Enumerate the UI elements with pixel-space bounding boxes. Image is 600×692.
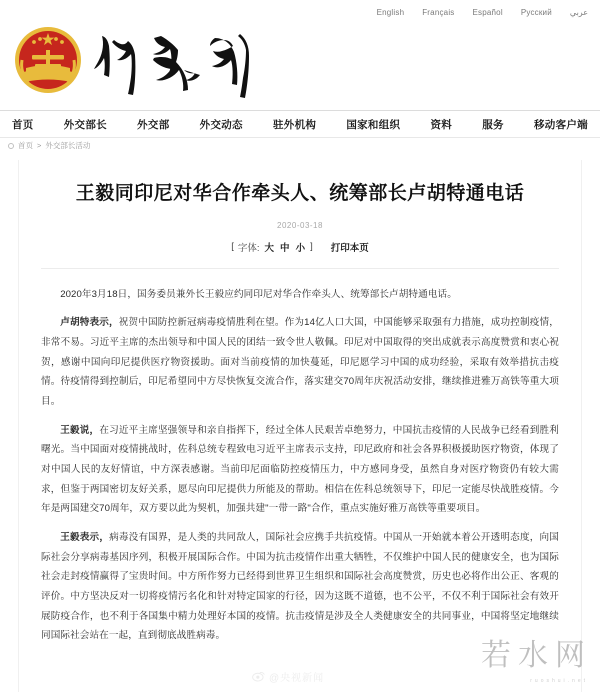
mfa-calligraphy-wordmark-icon [88,22,268,102]
font-size-large-button[interactable]: 大 [264,242,275,254]
article-paragraph [41,285,559,305]
nav-item-missions-abroad[interactable]: 驻外机构 [272,118,317,131]
article-date: 2020-03-18 [277,220,323,230]
article-paragraph [41,528,559,646]
nav-item-foreign-minister[interactable]: 外交部长 [63,118,107,131]
nav-item-mobile-client[interactable]: 移动客户端 [533,118,588,131]
paragraph-lead: 王毅表示， [60,531,110,543]
breadcrumb-current[interactable]: 外交部长活动 [45,141,91,150]
paragraph-text: 2020年3月18日，国务委员兼外长王毅应约同印尼对华合作牵头人、统筹部长卢胡特通电话。 [60,288,457,300]
language-link-english[interactable]: English [376,8,405,17]
page-title: 王毅同印尼对华合作牵头人、统筹部长卢胡特通电话 [75,183,525,204]
article-toolbar [41,240,559,254]
language-link-francais[interactable]: Français [422,8,455,17]
article-paragraph [41,313,559,411]
print-page-button[interactable]: 打印本页 [330,242,369,254]
language-link-arabic[interactable]: عربي [569,8,588,17]
nav-item-home[interactable]: 首页 [12,118,34,131]
language-link-russian[interactable]: Русский [520,8,552,17]
nav-item-countries-organizations[interactable]: 国家和组织 [346,118,401,131]
weibo-watermark-text: @央视新闻 [269,673,325,684]
site-watermark: 若水网 [481,638,592,673]
font-size-medium-button[interactable]: 中 [280,242,290,254]
site-watermark-subtext: ruoshui.net [530,678,588,684]
china-national-emblem-icon [12,24,84,96]
main-navigation [0,110,600,138]
nav-item-services[interactable]: 服务 [482,118,504,131]
paragraph-text: 祝贺中国防控新冠病毒疫情胜利在望。作为14亿人口大国，中国能够采取强有力措施，成功控制疫情，非常不易。习近平主席的杰出领导和中国人民的团结一致令世人敬佩。印尼对中国取得的突出成就表示高度赞赏和衷心祝贺，感谢中国向印尼提供医疗物资援助。面对当前疫情的加快蔓延，印尼愿学习中国的成功经验，采取有效举措抗击疫情。待疫情得到控制后，印尼希望同中方尽快恢复交流合作，落实建交70周年庆祝活动安排，继续推进雅万高铁等重大项目。 [41,317,559,407]
nav-item-diplomatic-news[interactable]: 外交动态 [199,118,243,131]
breadcrumb [8,140,90,151]
article-body [41,285,559,646]
home-icon [8,143,14,149]
header-divider [41,268,559,269]
article-paragraph [41,421,559,519]
bracket-open: [ [231,241,234,253]
site-masthead [0,0,600,110]
font-size-label: 字体: [237,242,260,254]
nav-item-ministry[interactable]: 外交部 [137,118,170,131]
weibo-eye-icon [252,671,265,682]
nav-item-resources[interactable]: 资料 [430,118,453,131]
font-size-small-button[interactable]: 小 [295,242,306,254]
language-link-espanol[interactable]: Español [472,8,503,17]
breadcrumb-home[interactable]: 首页 [18,141,33,150]
weibo-watermark [252,669,324,684]
paragraph-lead: 卢胡特表示， [60,317,119,329]
paragraph-text: 病毒没有国界，是人类的共同敌人，国际社会应携手共抗疫情。中国从一开始就本着公开透明态度，向国际社会分享病毒基因序列，积极开展国际合作。中国为抗击疫情作出重大牺牲，不仅维护中国人民的健康安全，也为国际社会走封疫情赢得了宝贵时间。中方所作努力已经得到世界卫生组织和国际社会高度赞赏，历史也必将作出公正、客观的评价。中方坚决反对一切将疫情污名化和针对特定国家的行径，因为这既不道德，也不公平，不仅不利于国际社会有效开展防疫合作，也不利于各国集中精力处理好本国的疫情。抗击疫情是涉及全人类健康安全的共同事业，中国将坚定地继续同国际社会站在一起，直到彻底战胜病毒。 [41,531,559,642]
paragraph-lead: 王毅说， [60,424,100,436]
article-container [18,160,582,692]
bracket-close: ] [310,241,313,253]
paragraph-text: 在习近平主席坚强领导和亲自指挥下，经过全体人民艰苦卓绝努力，中国抗击疫情的人民战争已经看到胜利曙光。当中国面对疫情挑战时，佐科总统专程致电习近平主席表示支持，印尼政府和社会各界积极援助医疗物资，体现了对中国人民的友好情谊，中方深表感谢。当前印尼面临防控疫情压力，中方感同身受，虽然自身对医疗物资仍有较大需求，但鉴于两国密切友好关系，愿尽向印尼提供力所能及的帮助。相信在佐科总统领导下，印尼一定能尽快战胜疫情。今年是两国建交70周年，双方要以此为契机，加强共建"一带一路"合作，重点实施好雅万高铁等重要项目。 [41,424,560,515]
breadcrumb-separator: > [37,141,42,150]
